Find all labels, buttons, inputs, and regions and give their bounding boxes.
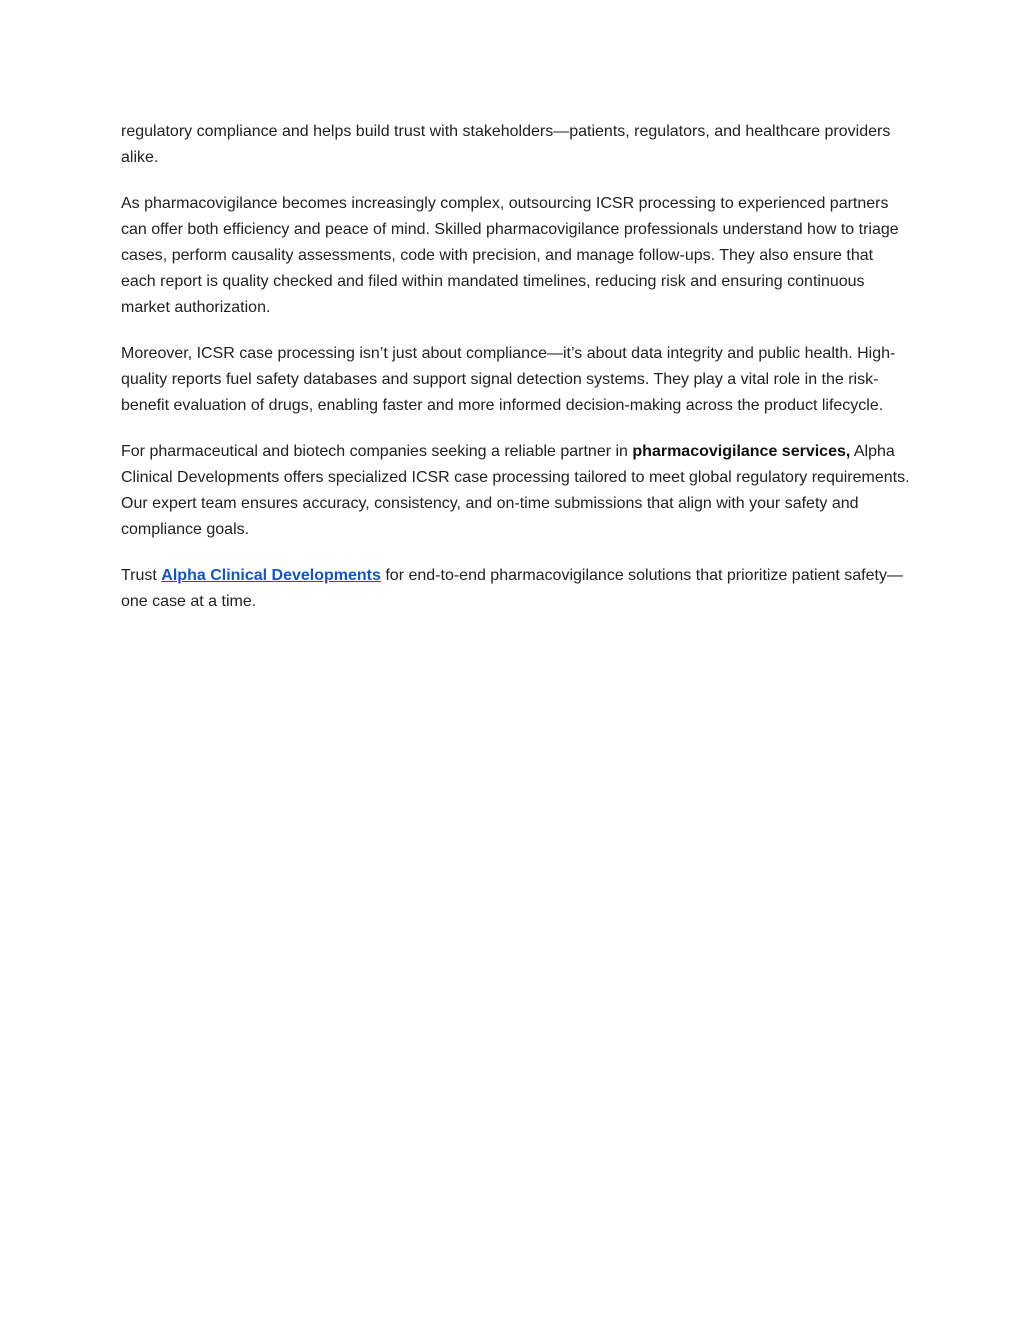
document-body xyxy=(121,119,911,635)
paragraph-text: regulatory compliance and helps build trust with stakeholders—patients, regulators, and healthcare providers alike. xyxy=(121,123,891,166)
paragraph-compliance-trust xyxy=(121,119,911,171)
paragraph-trust xyxy=(121,563,911,615)
paragraph-text-before: Trust xyxy=(121,567,162,584)
paragraph-services xyxy=(121,439,911,543)
paragraph-text-after: for end-to-end pharmacovigilance solutions that prioritize patient safety—one case at a time. xyxy=(121,567,903,610)
paragraph-outsourcing xyxy=(121,191,911,321)
paragraph-text-after: Alpha Clinical Developments offers specialized ICSR case processing tailored to meet global regulatory requirements. Our expert team ensures accuracy, consistency, and on-time submissions that align with your safety and compliance goals. xyxy=(121,443,910,538)
bold-phrase-services: pharmacovigilance services, xyxy=(632,443,851,460)
paragraph-text: Moreover, ICSR case processing isn’t just about compliance—it’s about data integrity and public health. High-quality reports fuel safety databases and support signal detection systems. They play a vital role in the risk-benefit evaluation of drugs, enabling faster and more informed decision-making across the product lifecycle. xyxy=(121,345,896,414)
paragraph-text: As pharmacovigilance becomes increasingly complex, outsourcing ICSR processing to experienced partners can offer both efficiency and peace of mind. Skilled pharmacovigilance professionals understand how to triage cases, perform causality assessments, code with precision, and manage follow-ups. They also ensure that each report is quality checked and filed within mandated timelines, reducing risk and ensuring continuous market authorization. xyxy=(121,195,899,316)
paragraph-data-integrity xyxy=(121,341,911,419)
company-link[interactable]: Alpha Clinical Developments xyxy=(161,567,381,584)
paragraph-text-before: For pharmaceutical and biotech companies seeking a reliable partner in xyxy=(121,443,633,460)
